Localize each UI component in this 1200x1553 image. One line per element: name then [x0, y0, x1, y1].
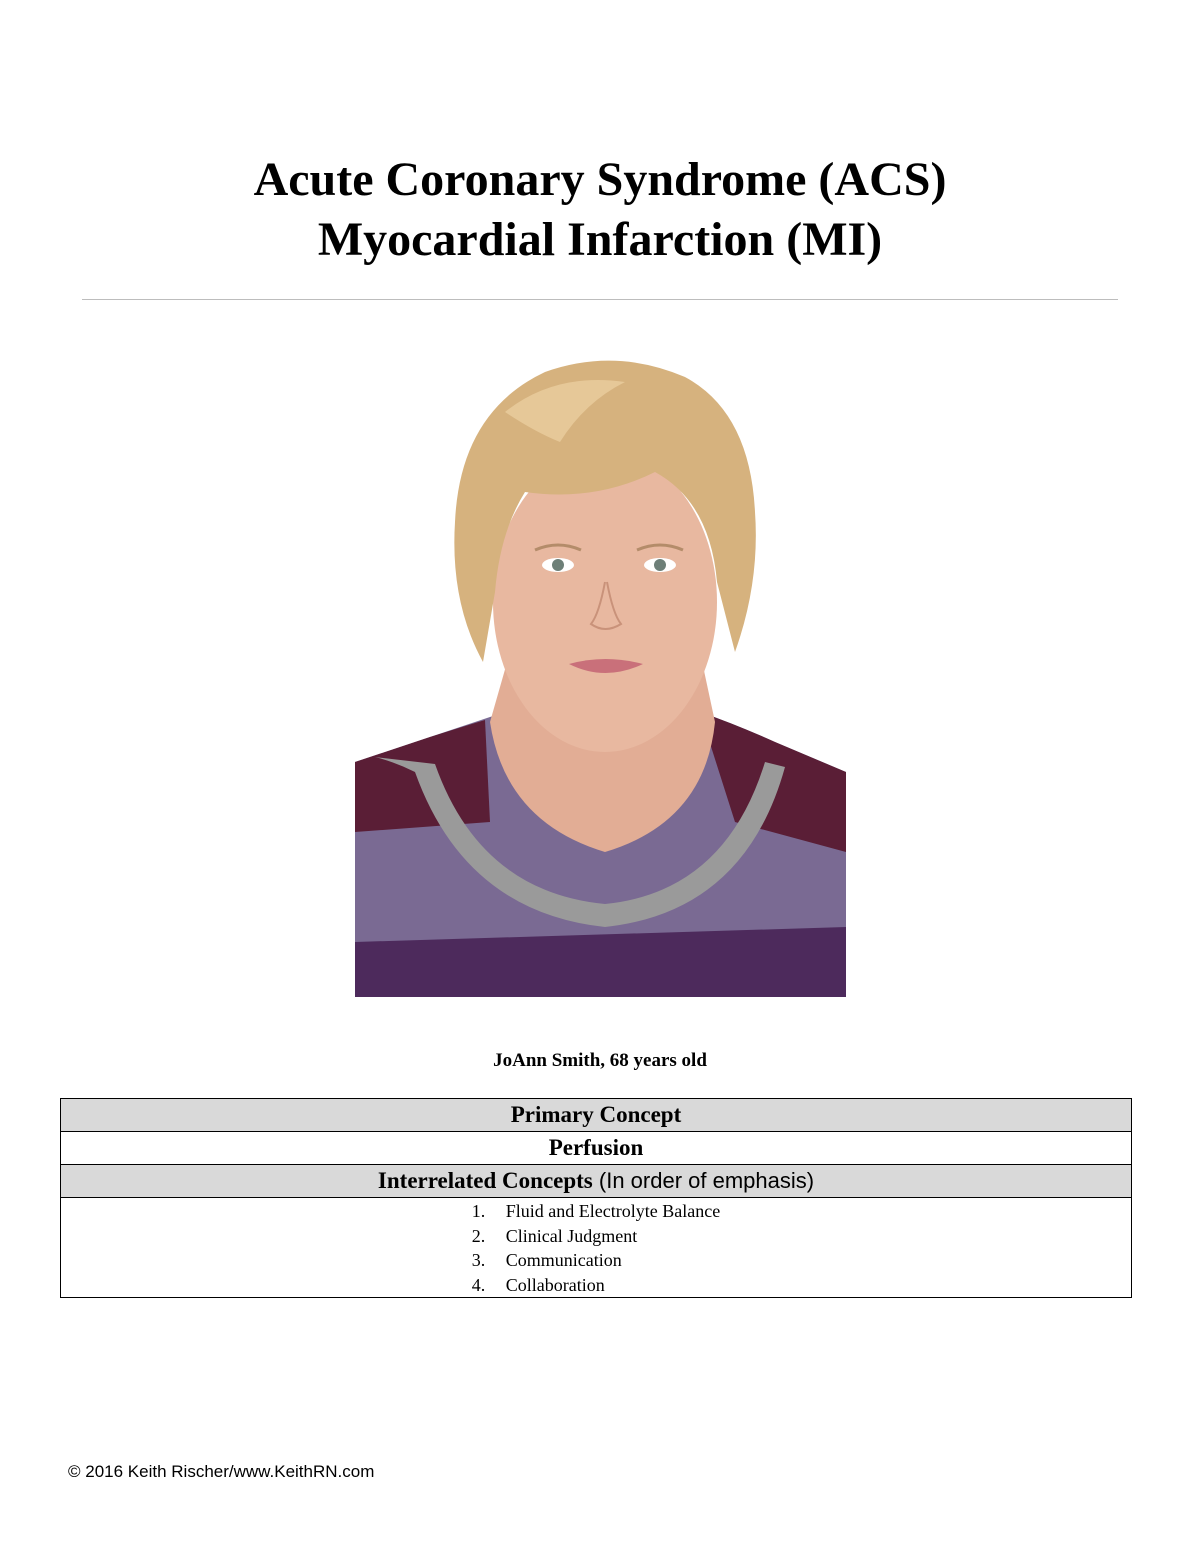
list-item-number: 1.: [471, 1201, 486, 1221]
list-item-label: Collaboration: [505, 1274, 605, 1295]
interrelated-concepts-list-row: [61, 1198, 1132, 1298]
interrelated-concepts-cell: [61, 1198, 1132, 1298]
concept-table: [60, 1098, 1132, 1298]
patient-photo: [355, 352, 846, 997]
list-item-number: 2.: [471, 1225, 486, 1246]
list-item-number: 4.: [471, 1274, 486, 1295]
title-line-2: Myocardial Infarction (MI): [317, 213, 883, 266]
document-title: [0, 150, 1200, 270]
list-item: [472, 1199, 720, 1224]
list-item-label: Communication: [505, 1250, 622, 1270]
interrelated-concepts-list: [472, 1199, 720, 1297]
list-item-number: 3.: [471, 1250, 486, 1270]
list-item: [472, 1273, 720, 1298]
patient-caption: JoAnn Smith, 68 years old: [493, 1050, 707, 1071]
copyright-footer: © 2016 Keith Rischer/www.KeithRN.com: [68, 1462, 375, 1481]
title-line-1: Acute Coronary Syndrome (ACS): [253, 153, 947, 206]
primary-concept-header-row: [61, 1099, 1132, 1132]
primary-concept-value-row: [61, 1132, 1132, 1165]
list-item: [472, 1224, 720, 1249]
interrelated-concepts-header: [61, 1165, 1132, 1198]
primary-concept-value: Perfusion: [61, 1132, 1132, 1165]
interrelated-concepts-header-row: [61, 1165, 1132, 1198]
title-divider: [82, 299, 1118, 300]
primary-concept-header: Primary Concept: [61, 1099, 1132, 1132]
interrelated-concepts-note: (In order of emphasis): [592, 1168, 815, 1193]
list-item-label: Clinical Judgment: [505, 1225, 638, 1246]
list-item-label: Fluid and Electrolyte Balance: [505, 1201, 721, 1221]
list-item: [472, 1248, 720, 1273]
interrelated-concepts-label: Interrelated Concepts: [377, 1168, 593, 1193]
